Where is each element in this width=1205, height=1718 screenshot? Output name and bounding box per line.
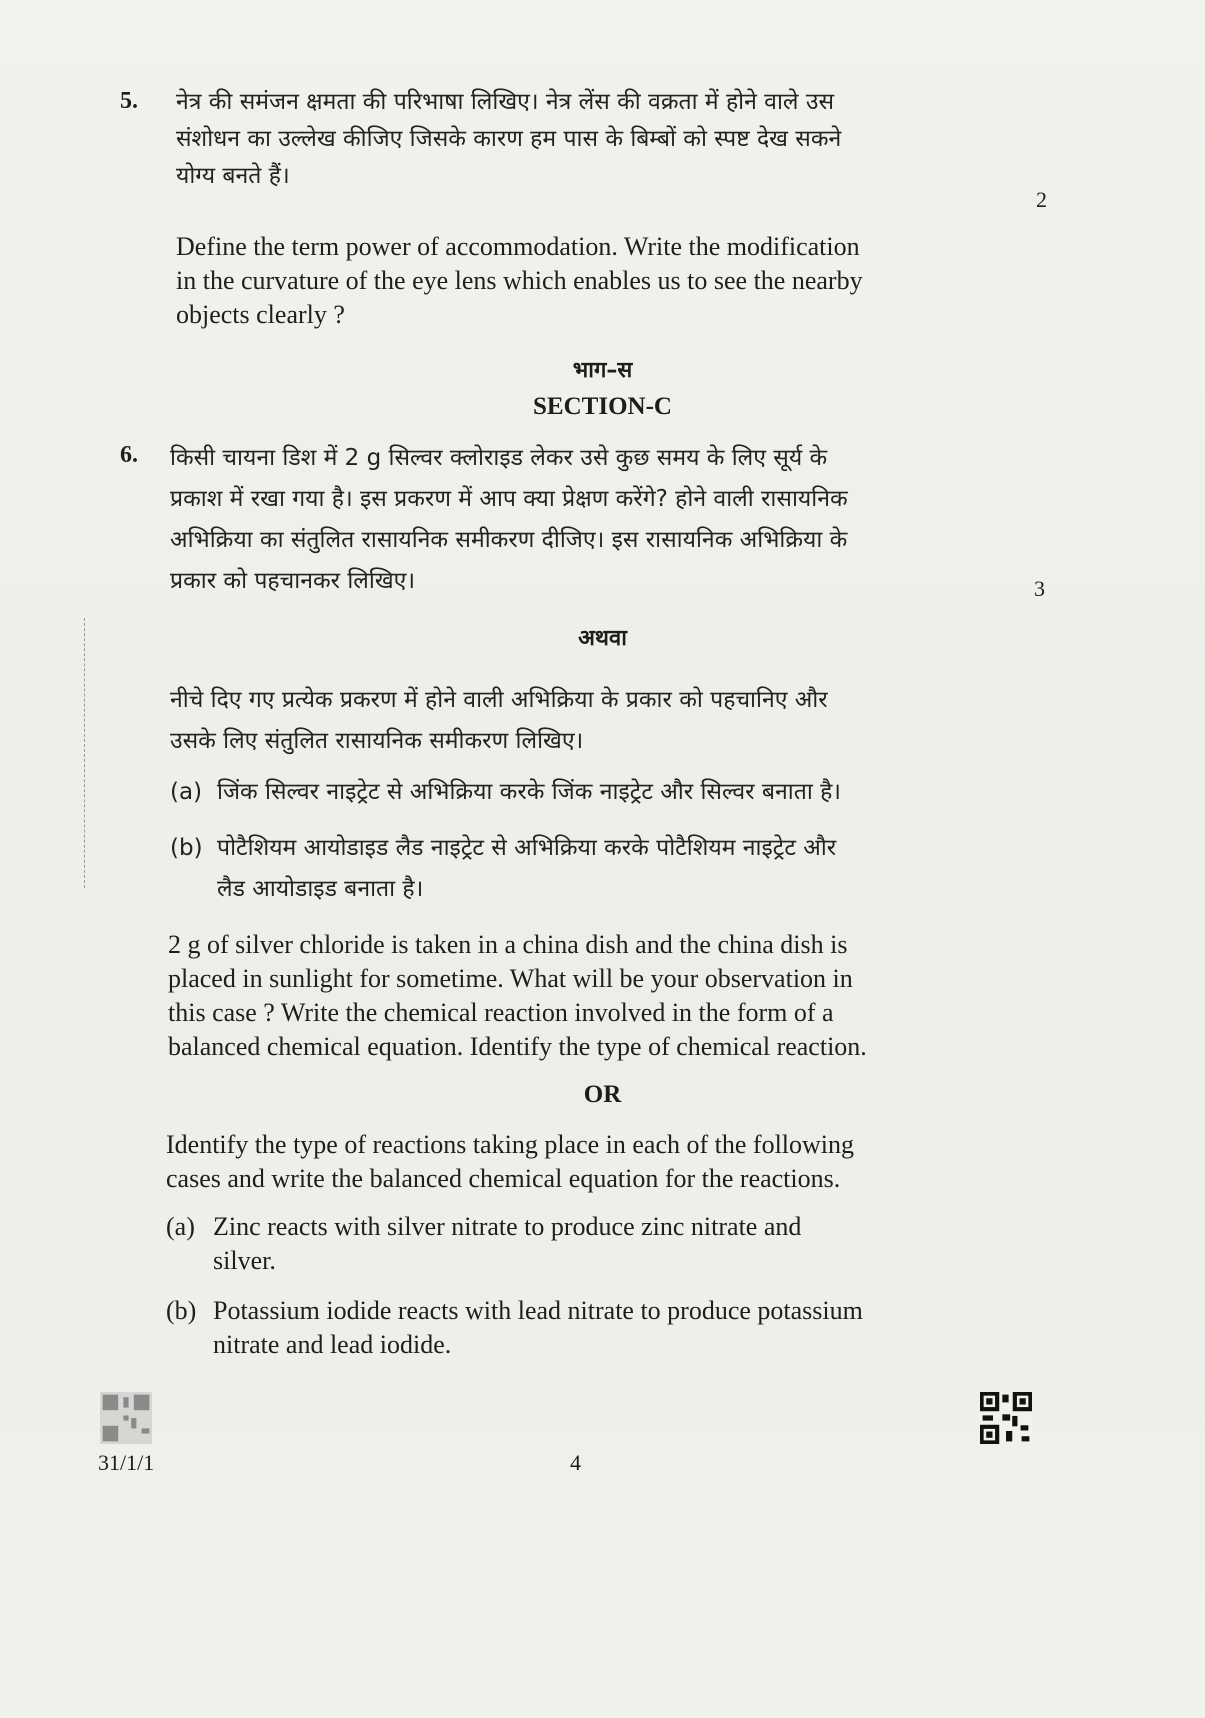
q6-hindi-item-a (170, 774, 990, 811)
q6-hindi-or-line: नीचे दिए गए प्रत्येक प्रकरण में होने वाली अभिक्रिया के प्रकार को पहचानिए और (170, 687, 828, 713)
q5-hindi-line: नेत्र की समंजन क्षमता की परिभाषा लिखिए। नेत्र लेंस की वक्रता में होने वाले उस (176, 89, 834, 115)
q6-hindi-or-text (170, 680, 990, 762)
q5-number: 5. (120, 88, 138, 114)
qr-code-icon (980, 1392, 1032, 1444)
section-c-hindi-heading: भाग–स (572, 358, 633, 383)
item-label: (b) (166, 1296, 197, 1325)
q6-english-or-line: Identify the type of reactions taking place in each of the following (166, 1130, 855, 1159)
item-label: (a) (170, 779, 203, 805)
q6-hindi-line: अभिक्रिया का संतुलित रासायनिक समीकरण दीजिए। इस रासायनिक अभिक्रिया के (170, 527, 848, 553)
page-number: 4 (570, 1450, 581, 1475)
q5-english-line: objects clearly ? (176, 300, 345, 329)
q6-english-item-b (166, 1294, 996, 1362)
q5-english-text (176, 230, 996, 332)
q6-english-or-line: cases and write the balanced chemical equation for the reactions. (166, 1164, 841, 1193)
q6-english-text (168, 928, 998, 1064)
q6-english-item-a (166, 1210, 996, 1278)
q5-hindi-line: योग्य बनते हैं। (176, 163, 290, 189)
q6-hindi-item-b (170, 828, 990, 910)
q5-hindi-text (176, 84, 976, 195)
q6-english-or-text (166, 1128, 996, 1196)
or-english-heading: OR (583, 1081, 622, 1108)
q5-hindi-line: संशोधन का उल्लेख कीजिए जिसके कारण हम पास के बिम्बों को स्पष्ट देख सकने (176, 126, 842, 152)
q6-hindi-line: प्रकाश में रखा गया है। इस प्रकरण में आप क्या प्रेक्षण करेंगे? होने वाली रासायनिक (170, 486, 848, 512)
q6-english-line: this case ? Write the chemical reaction involved in the form of a (168, 998, 834, 1027)
q6-english-line: balanced chemical equation. Identify the type of chemical reaction. (168, 1032, 867, 1061)
q6-english-line: placed in sunlight for sometime. What will be your observation in (168, 964, 853, 993)
item-label: (b) (170, 835, 203, 861)
q5-marks: 2 (1036, 187, 1047, 212)
q6-hindi-line: किसी चायना डिश में 2 g सिल्वर क्लोराइड लेकर उसे कुछ समय के लिए सूर्य के (170, 445, 828, 471)
q6-hindi-or-line: उसके लिए संतुलित रासायनिक समीकरण लिखिए। (170, 728, 584, 754)
item-line: Zinc reacts with silver nitrate to produce zinc nitrate and (213, 1212, 802, 1241)
q6-number: 6. (120, 442, 138, 468)
item-line: silver. (213, 1246, 276, 1275)
or-hindi-heading: अथवा (578, 626, 627, 651)
paper-code: 31/1/1 (98, 1450, 155, 1475)
item-label: (a) (166, 1212, 195, 1241)
q6-marks: 3 (1034, 576, 1045, 601)
section-c-heading: SECTION-C (533, 393, 672, 420)
item-line: पोटैशियम आयोडाइड लैड नाइट्रेट से अभिक्रिया करके पोटैशियम नाइट्रेट और (217, 835, 837, 861)
q6-hindi-text (170, 438, 990, 602)
item-line: Potassium iodide reacts with lead nitrate to produce potassium (213, 1296, 863, 1325)
item-line: जिंक सिल्वर नाइट्रेट से अभिक्रिया करके जिंक नाइट्रेट और सिल्वर बनाता है। (217, 779, 842, 805)
item-line: nitrate and lead iodide. (213, 1330, 452, 1359)
margin-rule (84, 618, 86, 888)
item-line: लैड आयोडाइड बनाता है। (217, 876, 424, 902)
qr-code-icon (100, 1392, 152, 1444)
q5-english-line: in the curvature of the eye lens which enables us to see the nearby (176, 266, 863, 295)
q6-english-line: 2 g of silver chloride is taken in a china dish and the china dish is (168, 930, 848, 959)
q5-english-line: Define the term power of accommodation. Write the modification (176, 232, 860, 261)
q6-hindi-line: प्रकार को पहचानकर लिखिए। (170, 568, 416, 594)
